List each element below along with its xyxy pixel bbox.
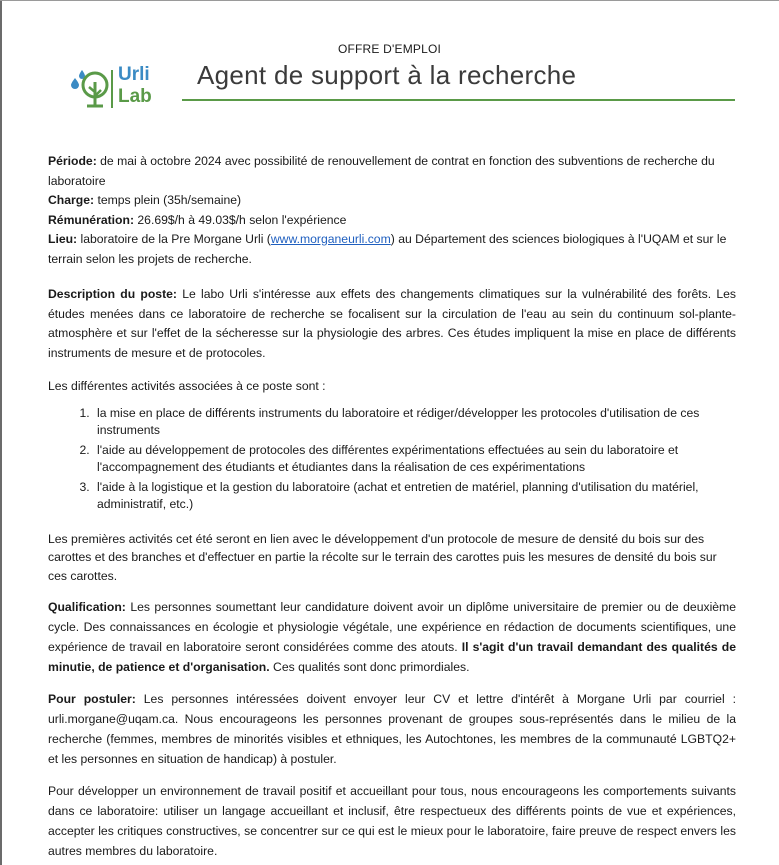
page-left-edge xyxy=(0,0,2,865)
logo-text-urli: Urli xyxy=(118,64,150,85)
periode-text: de mai à octobre 2024 avec possibilité de renouvellement de contrat en fonction des subventions de recherche du laboratoire xyxy=(48,154,715,188)
activities-intro: Les différentes activités associées à ce poste sont : xyxy=(48,379,326,393)
qualification-paragraph xyxy=(48,597,736,677)
qualification-text-2: Ces qualités sont donc primordiales. xyxy=(269,660,470,674)
lieu-label: Lieu: xyxy=(48,232,78,246)
page-top-edge xyxy=(0,0,779,1)
periode-label: Période: xyxy=(48,154,97,168)
periode-line xyxy=(48,152,736,191)
urli-lab-logo xyxy=(71,64,171,112)
document-body xyxy=(48,152,736,861)
list-item: 1. la mise en place de différents instruments du laboratoire et rédiger/développer les protocoles d'utilisation de ces instruments xyxy=(93,405,736,440)
activities-list xyxy=(48,405,736,514)
remuneration-line xyxy=(48,211,736,231)
charge-line xyxy=(48,191,736,211)
logo-text-lab: Lab xyxy=(118,86,152,107)
remuneration-text: 26.69$/h à 49.03$/h selon l'expérience xyxy=(134,212,347,227)
environnement-paragraph: Pour développer un environnement de travail positif et accueillant pour tous, nous encourageons les comportements suivants dans ce laboratoire: utiliser un langage accueillant et inclusif, être respectueux des différents points de vue et expériences, accepter les critiques constructives, se concentrer sur ce qui est le mieux pour le laboratoire, faire preuve de respect envers les autres membres du laboratoire. xyxy=(48,784,736,858)
remuneration-label: Rémunération: xyxy=(48,212,134,227)
description-paragraph xyxy=(48,285,736,363)
postuler-label: Pour postuler: xyxy=(48,692,136,706)
lieu-text-1: laboratoire de la Pre Morgane Urli ( xyxy=(77,232,271,246)
lieu-text-2: ) au Département des sciences biologiques à l'UQAM et sur le terrain selon les projets de recherche. xyxy=(48,232,727,266)
charge-label: Charge: xyxy=(48,193,95,207)
qualification-text-1: Les personnes soumettant leur candidature doivent avoir un diplôme universitaire de premier ou de deuxième cycle. Des connaissances en écologie et physiologie végétale, une expérience en rédaction de documents scientifiques, une expérience de travail en laboratoire seront considérées comme des atouts. xyxy=(48,600,736,654)
list-item: 2. l'aide au développement de protocoles des différentes expérimentations effectuées au sein du laboratoire et l'accompagnement des étudiants et étudiantes dans la réalisation de ces expérimentations xyxy=(93,442,736,477)
title-underline xyxy=(182,99,735,101)
premieres-paragraph: Les premières activités cet été seront en lien avec le développement d'un protocole de mesure de densité du bois sur des carottes et des branches et d'effectuer en partie la récolte sur le terrain des carottes puis les mesures de densité du bois sur ces carottes. xyxy=(48,531,717,583)
charge-text: temps plein (35h/semaine) xyxy=(94,193,242,207)
page-title: Agent de support à la recherche xyxy=(197,60,577,90)
postuler-paragraph xyxy=(48,689,736,769)
lieu-line xyxy=(48,230,736,269)
qualification-label: Qualification: xyxy=(48,600,126,614)
qualification-bold-text: Il s'agit d'un travail demandant des qualités de minutie, de patience et d'organisation. xyxy=(48,640,736,674)
lab-website-link[interactable]: www.morganeurli.com xyxy=(270,232,391,246)
description-text: Le labo Urli s'intéresse aux effets des changements climatiques sur la vulnérabilité des forêts. Les études menées dans ce laboratoire de recherche se focalisent sur la circulation de l'eau au sein du continuum sol-plante-atmosphère et sur l'effet de la sécheresse sur la physiologie des arbres. Ces études impliquent la mise en place de différents instruments de mesure et de protocoles. xyxy=(48,287,736,360)
postuler-text: Les personnes intéressées doivent envoyer leur CV et lettre d'intérêt à Morgane Urli par courriel : urli.morgane@uqam.ca. Nous encourageons les personnes provenant de groupes sous-représentés dans le milieu de la recherche (femmes, membres de minorités visibles et ethniques, les Autochtones, les membres de la communauté LGBTQ2+ et les personnes en situation de handicap) à postuler. xyxy=(48,692,736,766)
list-item: 3. l'aide à la logistique et la gestion du laboratoire (achat et entretien de matériel, planning d'utilisation du matériel, administratif, etc.) xyxy=(93,479,736,514)
description-label: Description du poste: xyxy=(48,287,177,301)
document-category: OFFRE D'EMPLOI xyxy=(337,42,442,56)
